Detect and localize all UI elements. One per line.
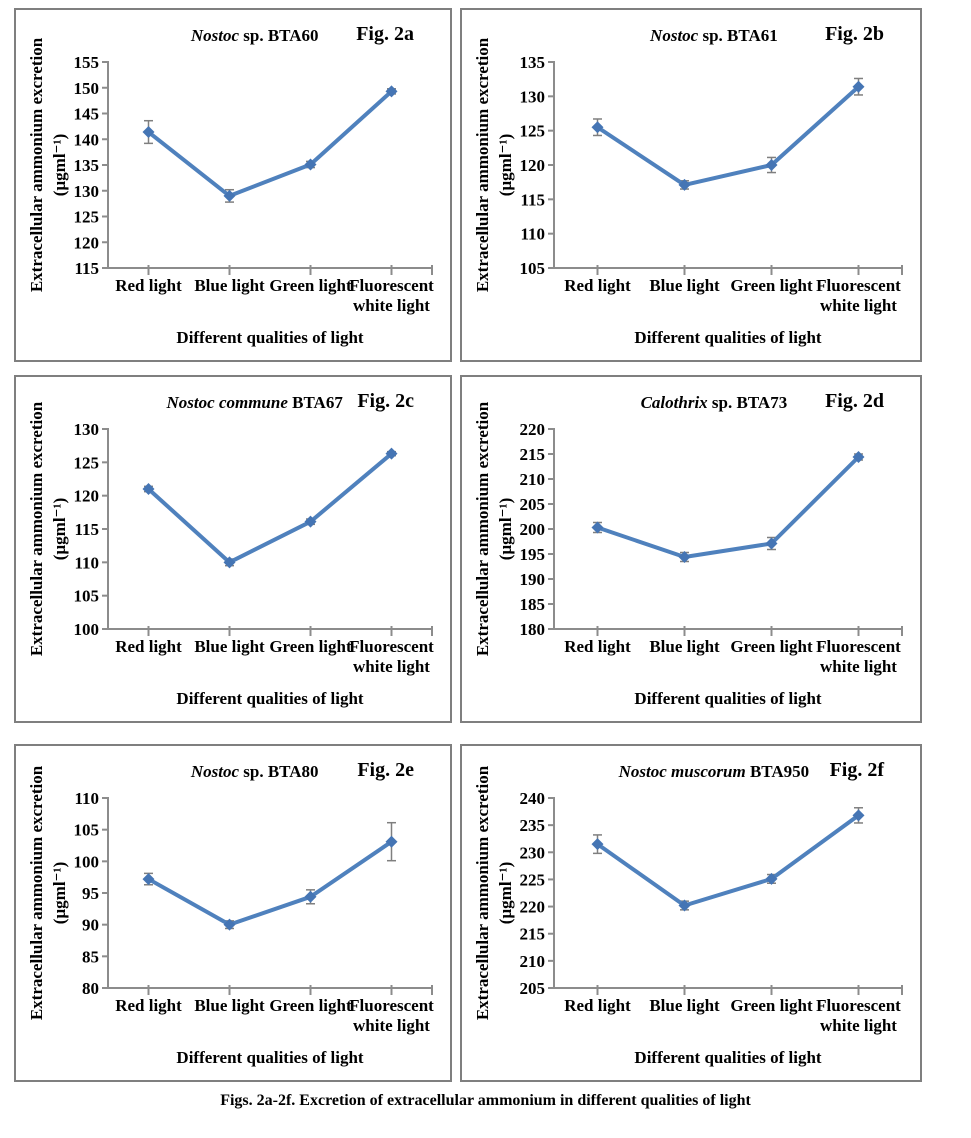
chart-title-strain: BTA67 xyxy=(287,393,343,412)
svg-text:Blue light: Blue light xyxy=(194,637,265,656)
svg-text:125: 125 xyxy=(73,207,99,227)
x-axis-labels xyxy=(564,276,901,315)
svg-text:205: 205 xyxy=(519,979,545,998)
chart-title-species: Calothrix xyxy=(640,393,708,412)
svg-text:Green light: Green light xyxy=(269,637,352,656)
data-line xyxy=(598,815,859,905)
svg-text:215: 215 xyxy=(519,924,545,944)
figure-label: Fig. 2e xyxy=(357,759,414,781)
chart-title-species: Nostoc xyxy=(190,26,240,45)
svg-text:130: 130 xyxy=(73,181,99,201)
svg-text:Green light: Green light xyxy=(730,996,813,1015)
svg-text:Fluorescent: Fluorescent xyxy=(816,276,901,295)
svg-text:Fluorescent: Fluorescent xyxy=(816,637,901,656)
svg-text:Red light: Red light xyxy=(564,996,631,1015)
x-axis-labels xyxy=(115,996,434,1035)
figure-panel-2d xyxy=(460,375,922,723)
svg-text:110: 110 xyxy=(520,224,545,244)
data-markers xyxy=(592,809,865,911)
y-axis-title-line1: Extracellular ammonium excretion xyxy=(27,765,47,1021)
figure-panel-2b xyxy=(460,8,922,362)
figure-panel-2e xyxy=(14,744,452,1082)
svg-text:Green light: Green light xyxy=(269,996,352,1015)
svg-text:210: 210 xyxy=(519,470,545,489)
svg-text:Red light: Red light xyxy=(115,996,182,1015)
line-chart xyxy=(462,377,920,721)
svg-text:155: 155 xyxy=(73,53,99,72)
y-axis-ticks xyxy=(74,420,110,639)
line-chart xyxy=(16,10,450,360)
chart-title-strain: sp. BTA80 xyxy=(239,762,319,781)
axes xyxy=(108,62,432,268)
chart-title-species: Nostoc xyxy=(190,762,240,781)
svg-text:115: 115 xyxy=(74,520,99,539)
svg-text:85: 85 xyxy=(82,947,99,967)
chart-title-species: Nostoc muscorum xyxy=(618,762,746,781)
svg-text:215: 215 xyxy=(519,445,545,464)
svg-text:135: 135 xyxy=(519,53,545,72)
svg-text:110: 110 xyxy=(74,553,99,573)
data-line xyxy=(149,454,392,563)
data-markers xyxy=(143,836,398,931)
y-axis-title-line2: (µgml⁻¹) xyxy=(496,497,515,561)
svg-text:Blue light: Blue light xyxy=(649,276,720,295)
y-axis-ticks xyxy=(520,420,556,639)
svg-text:240: 240 xyxy=(519,789,545,808)
svg-text:Blue light: Blue light xyxy=(194,276,265,295)
y-axis-title-line1: Extracellular ammonium excretion xyxy=(473,37,493,293)
svg-text:190: 190 xyxy=(519,570,545,589)
line-chart xyxy=(462,746,920,1080)
figure-panel-2a xyxy=(14,8,452,362)
svg-text:Fluorescent: Fluorescent xyxy=(349,996,434,1015)
line-chart xyxy=(16,377,450,721)
svg-text:Fluorescent: Fluorescent xyxy=(816,996,901,1015)
figure-label: Fig. 2d xyxy=(825,390,884,412)
svg-text:Green light: Green light xyxy=(269,276,352,295)
svg-text:115: 115 xyxy=(520,190,545,210)
data-line xyxy=(598,87,859,185)
y-axis-title-line1: Extracellular ammonium excretion xyxy=(27,401,47,657)
svg-text:95: 95 xyxy=(82,884,99,903)
svg-text:100: 100 xyxy=(73,852,99,872)
svg-text:white light: white light xyxy=(820,1016,897,1035)
svg-text:135: 135 xyxy=(73,156,99,175)
svg-text:105: 105 xyxy=(519,259,545,278)
x-axis-title: Different qualities of light xyxy=(176,328,364,347)
svg-text:Red light: Red light xyxy=(115,276,182,295)
svg-text:125: 125 xyxy=(519,121,545,141)
x-axis-labels xyxy=(115,637,434,676)
y-axis-ticks xyxy=(520,789,556,998)
svg-text:120: 120 xyxy=(73,233,99,253)
figure-label: Fig. 2f xyxy=(829,759,884,781)
svg-text:200: 200 xyxy=(519,520,545,539)
svg-text:235: 235 xyxy=(519,816,545,836)
svg-text:white light: white light xyxy=(353,657,430,676)
svg-text:white light: white light xyxy=(353,1016,430,1035)
svg-text:150: 150 xyxy=(73,78,99,98)
data-line xyxy=(149,842,392,925)
svg-text:195: 195 xyxy=(519,545,545,564)
svg-text:185: 185 xyxy=(519,595,545,614)
chart-title-strain: sp. BTA61 xyxy=(698,26,778,45)
y-axis-title-line2: (µgml⁻¹) xyxy=(50,861,69,925)
svg-text:180: 180 xyxy=(519,620,545,639)
data-markers xyxy=(592,451,865,563)
svg-text:90: 90 xyxy=(82,915,99,935)
svg-text:Fluorescent: Fluorescent xyxy=(349,637,434,656)
svg-text:225: 225 xyxy=(519,870,545,890)
svg-text:Blue light: Blue light xyxy=(649,637,720,656)
x-axis-title: Different qualities of light xyxy=(176,1048,364,1067)
y-axis-ticks xyxy=(74,789,110,998)
figure-label: Fig. 2b xyxy=(825,23,884,45)
svg-text:Fluorescent: Fluorescent xyxy=(349,276,434,295)
figure-caption: Figs. 2a-2f. Excretion of extracellular ammonium in different qualities of light xyxy=(220,1092,751,1109)
x-axis-labels xyxy=(564,996,901,1035)
error-bars xyxy=(593,78,863,189)
svg-text:145: 145 xyxy=(73,104,99,124)
svg-text:130: 130 xyxy=(519,87,545,107)
x-axis-ticks xyxy=(149,626,433,636)
chart-title-species: Nostoc commune xyxy=(166,393,288,412)
x-axis-title: Different qualities of light xyxy=(634,328,822,347)
y-axis-ticks xyxy=(74,53,110,278)
svg-text:130: 130 xyxy=(73,420,99,439)
svg-text:220: 220 xyxy=(519,897,545,917)
data-line xyxy=(149,91,392,196)
x-axis-labels xyxy=(115,276,434,315)
figure-panel-2c xyxy=(14,375,452,723)
y-axis-ticks xyxy=(520,53,556,278)
x-axis-ticks xyxy=(149,265,433,275)
x-axis-ticks xyxy=(149,985,433,995)
error-bars xyxy=(144,452,396,566)
svg-text:120: 120 xyxy=(519,156,545,175)
svg-text:80: 80 xyxy=(82,979,99,998)
svg-text:210: 210 xyxy=(519,951,545,971)
y-axis-title-line1: Extracellular ammonium excretion xyxy=(473,401,493,657)
svg-text:white light: white light xyxy=(820,296,897,315)
svg-text:white light: white light xyxy=(353,296,430,315)
y-axis-title-line2: (µgml⁻¹) xyxy=(496,133,515,197)
svg-text:Green light: Green light xyxy=(730,276,813,295)
x-axis-labels xyxy=(564,637,901,676)
axes xyxy=(108,798,432,988)
error-bars xyxy=(593,808,863,910)
svg-text:205: 205 xyxy=(519,495,545,514)
line-chart xyxy=(462,10,920,360)
x-axis-title: Different qualities of light xyxy=(176,689,364,708)
figure-panel-2f xyxy=(460,744,922,1082)
figure-label: Fig. 2c xyxy=(357,390,414,412)
x-axis-title: Different qualities of light xyxy=(634,1048,822,1067)
svg-text:Blue light: Blue light xyxy=(194,996,265,1015)
error-bars xyxy=(144,89,396,202)
svg-text:105: 105 xyxy=(73,820,99,840)
figure-label: Fig. 2a xyxy=(356,23,414,45)
y-axis-title-line2: (µgml⁻¹) xyxy=(50,497,69,561)
svg-text:100: 100 xyxy=(73,620,99,639)
data-markers xyxy=(143,85,398,202)
chart-title-species: Nostoc xyxy=(650,26,699,45)
data-markers xyxy=(143,448,398,569)
chart-title-strain: BTA950 xyxy=(745,762,810,781)
svg-text:white light: white light xyxy=(820,657,897,676)
x-axis-ticks xyxy=(598,265,903,275)
svg-text:115: 115 xyxy=(74,259,99,278)
chart-title-strain: sp. BTA60 xyxy=(239,26,319,45)
x-axis-ticks xyxy=(598,985,903,995)
svg-text:125: 125 xyxy=(73,453,99,473)
x-axis-ticks xyxy=(598,626,903,636)
svg-text:Red light: Red light xyxy=(564,276,631,295)
error-bars xyxy=(593,454,863,562)
x-axis-title: Different qualities of light xyxy=(634,689,822,708)
svg-text:Blue light: Blue light xyxy=(649,996,720,1015)
svg-text:140: 140 xyxy=(73,130,99,150)
svg-text:230: 230 xyxy=(519,843,545,863)
svg-text:220: 220 xyxy=(519,420,545,439)
chart-title-strain: sp. BTA73 xyxy=(707,393,788,412)
svg-text:120: 120 xyxy=(73,486,99,506)
y-axis-title-line2: (µgml⁻¹) xyxy=(50,133,69,197)
svg-text:105: 105 xyxy=(73,586,99,606)
svg-text:Red light: Red light xyxy=(115,637,182,656)
y-axis-title-line1: Extracellular ammonium excretion xyxy=(473,765,493,1021)
y-axis-title-line1: Extracellular ammonium excretion xyxy=(27,37,47,293)
line-chart xyxy=(16,746,450,1080)
svg-text:Red light: Red light xyxy=(564,637,631,656)
svg-text:110: 110 xyxy=(74,789,99,808)
y-axis-title-line2: (µgml⁻¹) xyxy=(496,861,515,925)
data-line xyxy=(598,457,859,557)
svg-text:Green light: Green light xyxy=(730,637,813,656)
